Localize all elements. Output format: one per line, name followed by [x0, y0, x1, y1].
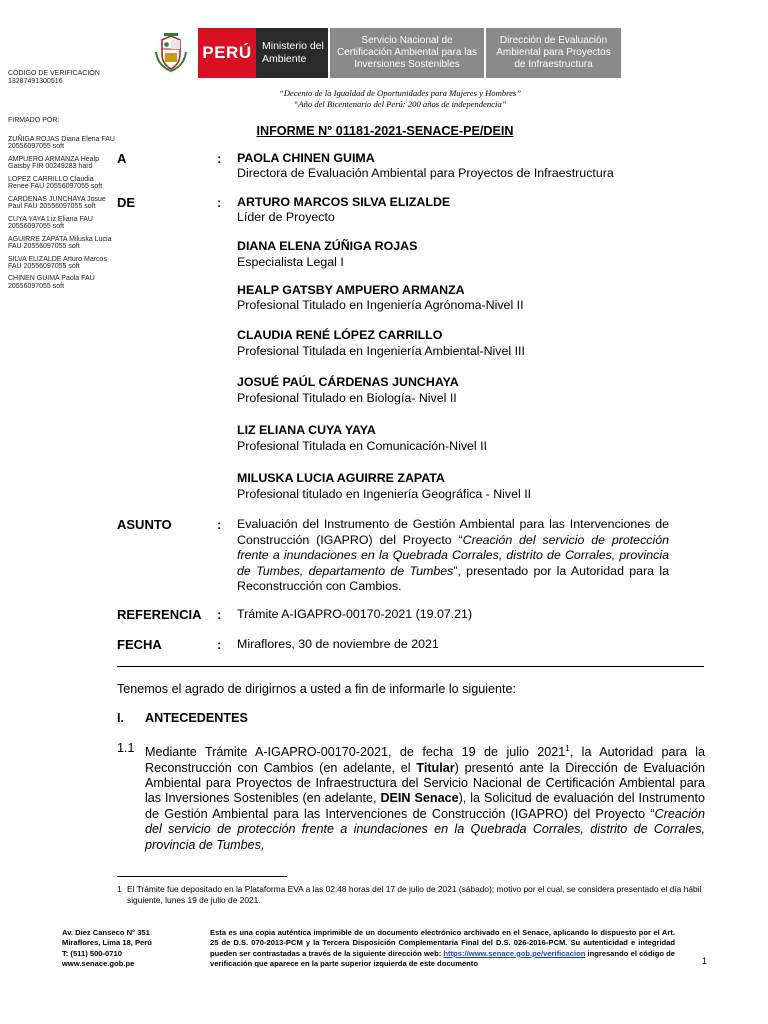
- verification-code: 13287491300516: [8, 77, 63, 85]
- sender-role: Profesional Titulado en Biología- Nivel II: [237, 391, 457, 405]
- subject-text-part: ”, presentado por la Autoridad para la Reconstrucción con Cambios.: [237, 563, 669, 593]
- to-colon: :: [217, 151, 222, 166]
- signatures-block: [8, 117, 116, 295]
- sender-role: Líder de Proyecto: [237, 210, 335, 224]
- footnote-text: El Trámite fue depositado en la Plataforma EVA a las 02:48 horas del 17 de julio de 2021 (sábado); motivo por el cual, se considera presentado el día hábil siguiente, lunes 19 de julio de 2021.: [127, 884, 702, 905]
- sender-name: ARTURO MARCOS SILVA ELIZALDE: [237, 195, 451, 209]
- sender-role: Profesional Titulada en Comunicación-Nivel II: [237, 439, 488, 453]
- address-phone: T: (511) 500-0710: [62, 948, 122, 958]
- date-colon: :: [217, 637, 222, 652]
- authenticity-notice: [210, 928, 675, 970]
- peru-label: PERÚ: [202, 43, 252, 62]
- footnote-reference: 1: [565, 744, 570, 753]
- notice-text: ingresando el código de verificación que aparece en la parte superior izquierda de este documento: [210, 948, 675, 969]
- footnote: [117, 884, 707, 905]
- senace-label: Servicio Nacional de Certificación Ambiental para las Inversiones Sostenibles: [336, 35, 478, 70]
- paragraph-text: ) presentó ante la Dirección de Evaluación Ambiental para Proyectos de Infraestructura del Servicio Nacional de Certificación Ambiental para las Inversiones Sostenibles (en adelante,: [145, 760, 705, 806]
- reference-label: REFERENCIA: [117, 607, 202, 622]
- paragraph-text: , la Autoridad para la Reconstrucción con Cambios (en adelante, el: [145, 745, 705, 775]
- project-name: Creación del servicio de protección frente a inundaciones en la Quebrada Corrales, distrito de Corrales, provincia de Tumbes,: [145, 806, 705, 852]
- sender-role: Profesional Titulada en Ingeniería Ambiental-Nivel III: [237, 344, 525, 358]
- signature-entry: AGUIRRE ZAPATA Miluska Lucia FAU 20556097055 soft: [8, 235, 112, 251]
- sender-role: Especialista Legal I: [237, 255, 344, 269]
- header-divider: [117, 666, 704, 667]
- footnote-divider: [117, 876, 287, 877]
- signature-entry: AMPUERO ARMANZA Healp Gatsby FIR 00249283 hard: [8, 155, 100, 171]
- section-title: ANTECEDENTES: [145, 711, 248, 725]
- recipient-role: Directora de Evaluación Ambiental para Proyectos de Infraestructura: [237, 166, 614, 180]
- paragraph-text: Mediante Trámite A-IGAPRO-00170-2021, de fecha 19 de julio 2021: [145, 745, 566, 760]
- signature-entry: CHINEN GUIMA Paola FAU 20556097055 soft: [8, 275, 95, 291]
- peru-brand-block: [198, 28, 256, 78]
- sender-name: CLAUDIA RENÉ LÓPEZ CARRILLO: [237, 328, 443, 342]
- ministry-label: Ministerio del Ambiente: [262, 40, 324, 65]
- reference-colon: :: [217, 607, 222, 622]
- paragraph-1-1: [145, 741, 705, 853]
- address-city: Miraflores, Lima 18, Perú: [62, 938, 152, 948]
- verification-label: CÓDIGO DE VERIFICACIÓN: [8, 70, 100, 77]
- sender-name: LIZ ELIANA CUYA YAYA: [237, 423, 376, 437]
- verification-block: [8, 70, 116, 85]
- direction-block: [486, 28, 621, 78]
- paragraph-text: ), la Solicitud de evaluación del Instrumento de Gestión Ambiental para las Intervenciones de Construcción (IGAPRO) del Proyecto “: [145, 791, 705, 821]
- address-street: Av. Diez Canseco N° 351: [62, 928, 150, 937]
- paragraph-number: 1.1: [117, 741, 135, 755]
- from-label: DE: [117, 195, 136, 210]
- to-label: A: [117, 151, 127, 166]
- signature-entry: ZUÑIGA ROJAS Diana Elena FAU 20556097055 soft: [8, 135, 115, 151]
- footnote-number: 1: [117, 884, 122, 894]
- subject-colon: :: [217, 517, 222, 532]
- subject-label: ASUNTO: [117, 517, 172, 532]
- senace-block: [330, 28, 484, 78]
- sender-role: Profesional titulado en Ingeniería Geográfica - Nivel II: [237, 487, 532, 501]
- signature-entry: LOPEZ CARRILLO Claudia Renee FAU 20556097055 soft: [8, 175, 103, 191]
- section-number: I.: [117, 711, 124, 725]
- notice-text: Esta es una copia auténtica imprimible de un documento electrónico archivado en el Senace, aplicando lo dispuesto por el Art. 25 de D.S. 070-2013-PCM y la Tercera Disposición Complementaria Final del D.S. 026-2016-PCM. Su autenticidad e integridad pueden ser contrastadas a través de la siguiente dirección web:: [210, 928, 675, 958]
- subject-text-part: Evaluación del Instrumento de Gestión Ambiental para las Intervenciones de Construcción (IGAPRO) del Proyecto “: [237, 517, 669, 547]
- recipient-name: PAOLA CHINEN GUIMA: [237, 151, 375, 165]
- sender-role: Profesional Titulado en Ingeniería Agrónoma-Nivel II: [237, 298, 524, 312]
- page-number: 1: [702, 956, 708, 966]
- titular-term: Titular: [416, 760, 455, 775]
- signature-entry: CARDENAS JUNCHAYA Josue Paul FAU 20556097055 soft: [8, 195, 106, 211]
- signature-entry: SILVA ELIZALDE Arturo Marcos FAU 20556097055 soft: [8, 255, 107, 271]
- subject-text: [237, 517, 669, 595]
- ministry-block: [256, 28, 328, 78]
- dein-senace-term: DEIN Senace: [380, 791, 459, 806]
- address-block: [62, 928, 152, 970]
- sender-name: HEALP GATSBY AMPUERO ARMANZA: [237, 283, 465, 297]
- intro-text: Tenemos el agrado de dirigirnos a usted a fin de informarle lo siguiente:: [117, 682, 517, 696]
- peru-coat-of-arms-icon: [150, 32, 192, 74]
- signatures-label: FIRMADO POR:: [8, 117, 60, 124]
- report-title: INFORME N° 01181-2021-SENACE-PE/DEIN: [256, 124, 514, 138]
- reference-value: Trámite A-IGAPRO-00170-2021 (19.07.21): [237, 607, 473, 621]
- verification-link[interactable]: https://www.senace.gob.pe/verificacion: [443, 948, 586, 958]
- sender-name: JOSUÉ PAÚL CÁRDENAS JUNCHAYA: [237, 375, 459, 389]
- from-colon: :: [217, 195, 222, 210]
- sender-name: MILUSKA LUCIA AGUIRRE ZAPATA: [237, 471, 445, 485]
- date-value: Miraflores, 30 de noviembre de 2021: [237, 637, 439, 651]
- project-name: Creación del servicio de protección frente a inundaciones en la Quebrada Corrales, distrito de Corrales, provincia de Tumbes, departamento de Tumbes: [237, 532, 669, 578]
- motto-bicentennial: “Año del Bicentenario del Perú: 200 años de independencia”: [293, 99, 507, 109]
- direction-label: Dirección de Evaluación Ambiental para Proyectos de Infraestructura: [496, 35, 611, 70]
- signature-entry: CUYA YAYA Liz Eliana FAU 20556097055 soft: [8, 215, 93, 231]
- date-label: FECHA: [117, 637, 162, 652]
- address-website: www.senace.gob.pe: [62, 959, 135, 969]
- sender-name: DIANA ELENA ZÚÑIGA ROJAS: [237, 239, 418, 253]
- motto-decade: “Decenio de la Igualdad de Oportunidades para Mujeres y Hombres”: [278, 88, 522, 98]
